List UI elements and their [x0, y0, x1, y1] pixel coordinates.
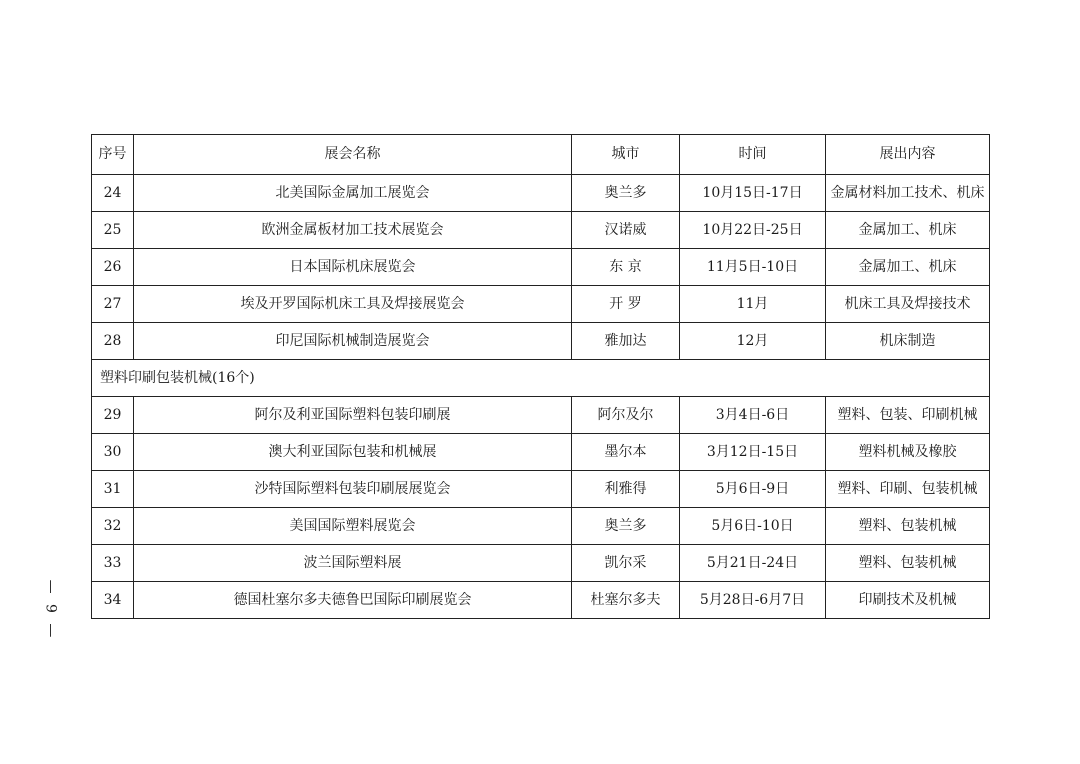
page-number-text: — 9 — [42, 579, 58, 641]
cell-city: 雅加达 [572, 323, 680, 360]
cell-time: 5月21日-24日 [680, 545, 826, 582]
cell-city: 东 京 [572, 249, 680, 286]
cell-seq: 29 [92, 397, 134, 434]
cell-seq: 30 [92, 434, 134, 471]
table-row [92, 545, 990, 582]
cell-time: 3月4日-6日 [680, 397, 826, 434]
table-row [92, 175, 990, 212]
cell-name: 波兰国际塑料展 [134, 545, 572, 582]
cell-name: 日本国际机床展览会 [134, 249, 572, 286]
cell-time: 5月6日-9日 [680, 471, 826, 508]
cell-content: 金属材料加工技术、机床 [826, 175, 990, 212]
cell-seq: 34 [92, 582, 134, 619]
cell-name: 北美国际金属加工展览会 [134, 175, 572, 212]
exhibition-table [91, 134, 990, 619]
cell-time: 10月15日-17日 [680, 175, 826, 212]
cell-time: 5月6日-10日 [680, 508, 826, 545]
cell-city: 奥兰多 [572, 508, 680, 545]
cell-seq: 24 [92, 175, 134, 212]
cell-name: 美国国际塑料展览会 [134, 508, 572, 545]
cell-time: 5月28日-6月7日 [680, 582, 826, 619]
section-row [92, 360, 990, 397]
table-row [92, 323, 990, 360]
cell-city: 杜塞尔多夫 [572, 582, 680, 619]
cell-time: 3月12日-15日 [680, 434, 826, 471]
cell-city: 阿尔及尔 [572, 397, 680, 434]
cell-content: 塑料、包装机械 [826, 508, 990, 545]
cell-name: 印尼国际机械制造展览会 [134, 323, 572, 360]
header-city: 城市 [572, 135, 680, 175]
table-row [92, 286, 990, 323]
page-number [38, 580, 62, 640]
cell-content: 塑料机械及橡胶 [826, 434, 990, 471]
table-row [92, 397, 990, 434]
cell-seq: 33 [92, 545, 134, 582]
header-content: 展出内容 [826, 135, 990, 175]
cell-seq: 26 [92, 249, 134, 286]
header-seq: 序号 [92, 135, 134, 175]
cell-seq: 32 [92, 508, 134, 545]
section-title: 塑料印刷包装机械(16个) [92, 360, 990, 397]
cell-seq: 31 [92, 471, 134, 508]
table-header-row [92, 135, 990, 175]
cell-city: 利雅得 [572, 471, 680, 508]
cell-seq: 28 [92, 323, 134, 360]
cell-content: 塑料、包装、印刷机械 [826, 397, 990, 434]
cell-content: 机床制造 [826, 323, 990, 360]
cell-name: 澳大利亚国际包装和机械展 [134, 434, 572, 471]
cell-content: 塑料、印刷、包装机械 [826, 471, 990, 508]
cell-name: 德国杜塞尔多夫德鲁巴国际印刷展览会 [134, 582, 572, 619]
table-row [92, 508, 990, 545]
header-name: 展会名称 [134, 135, 572, 175]
cell-name: 埃及开罗国际机床工具及焊接展览会 [134, 286, 572, 323]
table-row [92, 434, 990, 471]
table-row [92, 249, 990, 286]
cell-content: 机床工具及焊接技术 [826, 286, 990, 323]
cell-city: 奥兰多 [572, 175, 680, 212]
table-row [92, 582, 990, 619]
cell-city: 汉诺威 [572, 212, 680, 249]
cell-content: 金属加工、机床 [826, 249, 990, 286]
cell-content: 塑料、包装机械 [826, 545, 990, 582]
header-time: 时间 [680, 135, 826, 175]
cell-city: 开 罗 [572, 286, 680, 323]
table-row [92, 212, 990, 249]
cell-time: 10月22日-25日 [680, 212, 826, 249]
cell-time: 12月 [680, 323, 826, 360]
cell-name: 阿尔及利亚国际塑料包装印刷展 [134, 397, 572, 434]
cell-city: 墨尔本 [572, 434, 680, 471]
cell-seq: 25 [92, 212, 134, 249]
cell-time: 11月 [680, 286, 826, 323]
cell-city: 凯尔采 [572, 545, 680, 582]
cell-name: 沙特国际塑料包装印刷展展览会 [134, 471, 572, 508]
table-row [92, 471, 990, 508]
cell-name: 欧洲金属板材加工技术展览会 [134, 212, 572, 249]
cell-seq: 27 [92, 286, 134, 323]
cell-content: 印刷技术及机械 [826, 582, 990, 619]
cell-content: 金属加工、机床 [826, 212, 990, 249]
cell-time: 11月5日-10日 [680, 249, 826, 286]
